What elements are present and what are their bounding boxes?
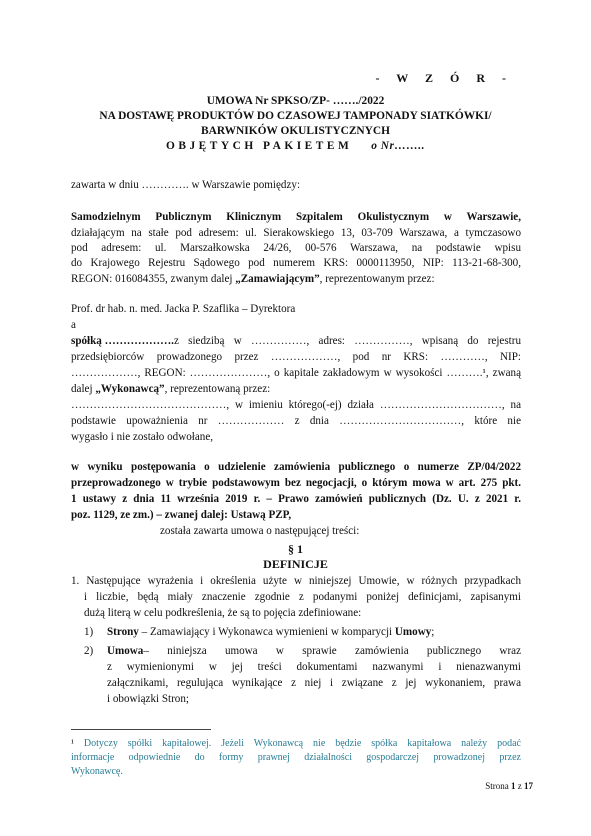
company-regon: ………………, REGON: …………………, o kapitale zakładowym w wysokości ……….¹, zwaną (71, 367, 521, 379)
footnote-separator (71, 729, 211, 730)
hospital-krs: do Krajowego Rejestru Sądowego pod numerem KRS: 0000113950, NIP: 113-21-68-300, (71, 257, 521, 269)
footnote-line-3: Wykonawcę. (71, 766, 123, 777)
strony-end: ; (431, 626, 435, 638)
hospital-name: Samodzielnym Publicznym Klinicznym Szpitalem Okulistycznym w Warszawie, (71, 211, 521, 223)
umowa-def: – niniejsza umowa w sprawie zamówienia publicznego wraz (143, 645, 521, 657)
company-authorization: podstawie upoważnienia nr ……………… z dnia ……………………………, które nie (71, 415, 521, 427)
zamawiajacy-term: „Zamawiającym” (235, 273, 320, 285)
section-number: § 1 (288, 542, 303, 556)
footnote-line-1 (71, 737, 521, 751)
company-seat: z siedzibą w ……………, adres: ……………, wpisaną do rejestru (173, 335, 521, 347)
umowa-def-2: z wymienionymi w jej treści dokumentami nazwanymi i nienazwanymi (107, 661, 521, 673)
company-line-1 (71, 334, 521, 350)
umowa-def-3: załącznikami, regulująca wynikające z niej i związane z jej wykonaniem, prawa (107, 677, 521, 689)
section-heading: DEFINICJE (263, 557, 328, 571)
page-current: 1 (511, 781, 516, 791)
definition-intro-1: 1. Następujące wyrażenia i określenia użyte w niniejszej Umowie, w różnych przypadkach (71, 575, 521, 587)
page-total: 17 (524, 781, 533, 791)
definition-intro-2: i liczbie, będą miały znaczenie zgodnie z podanymi poniżej definicjami, zapisanymi (84, 591, 521, 603)
contract-title: UMOWA Nr SPKSO/ZP- ……./2022 (206, 95, 385, 107)
company-term-prefix: dalej (71, 383, 96, 395)
strony-def: – Zamawiający i Wykonawca wymienieni w komparycji (138, 626, 395, 638)
package-number: o Nr…….. (371, 140, 425, 152)
package-label: OBJĘTYCH PAKIETEM (166, 140, 353, 152)
wzor-label: - W Z Ó R - (375, 71, 513, 85)
page-number (485, 781, 533, 791)
definition-2-number: 2) (84, 645, 94, 657)
wykonawca-term: „Wykonawcą” (95, 383, 165, 395)
intro-line: zawarta w dniu …………. w Warszawie pomiędzy: (71, 179, 301, 191)
definition-strony (107, 625, 434, 641)
umowa-def-4: i obowiązki Stron; (107, 693, 189, 705)
company-representative: ……………………………………, w imieniu którego(-ej) działa ……………………………, na (71, 399, 521, 411)
representative: Prof. dr hab. n. med. Jacka P. Szaflika – Dyrektora (71, 303, 296, 315)
procedure-line-1: w wyniku postępowania o udzielenie zamówienia publicznego o numerze ZP/04/2022 (71, 461, 521, 473)
company-register: przedsiębiorców prowadzonego przez ………………, pod nr KRS: …………, NIP: (71, 351, 521, 363)
definition-1-number: 1) (84, 626, 94, 638)
definition-intro-3: dużą literą w celu podkreślenia, że są to pojęcia zdefiniowane: (84, 607, 362, 619)
concluded-line: została zawarta umowa o następującej treści: (160, 525, 360, 537)
package-line (0, 139, 591, 154)
footnote-line-2: informacje odpowiednie do formy prawnej działalności gospodarczej prowadzonej przez (71, 752, 521, 763)
contract-subject-cont: BARWNIKÓW OKULISTYCZNYCH (201, 125, 390, 137)
definition-umowa (107, 644, 521, 660)
procedure-line-3: 1 ustawy z dnia 11 września 2019 r. – Prawo zamówień publicznych (Dz. U. z 2021 r. (71, 493, 521, 505)
hospital-temp-address: pod adresem: ul. Marszałkowska 24/26, 00-576 Warszawa, na podstawie wpisu (71, 242, 521, 254)
page-sep: z (517, 781, 522, 791)
term-strony: Strony (107, 626, 139, 638)
contract-subject: NA DOSTAWĘ PRODUKTÓW DO CZASOWEJ TAMPONADY SIATKÓWKI/ (99, 110, 492, 122)
company-name-blank: spółką ………………. (71, 335, 174, 347)
company-authorization-end: wygasło i nie zostało odwołane, (71, 431, 214, 443)
footnote-text-1: Dotyczy spółki kapitałowej. Jeżeli Wykonawcą nie będzie spółka kapitałowa należy podać (74, 738, 521, 749)
page-label: Strona (485, 781, 509, 791)
footnote-number: ¹ (71, 738, 74, 749)
hospital-regon-text: REGON: 016084355, zwanym dalej (71, 273, 236, 285)
company-term-line (71, 382, 270, 398)
hospital-regon (71, 272, 435, 288)
hospital-address: działającym na stałe pod adresem: ul. Sierakowskiego 13, 03-709 Warszawa, a tymczasowo (71, 227, 521, 239)
procedure-line-4: poz. 1129, ze zm.) – zwanej dalej: Ustawą PZP, (71, 509, 292, 521)
term-umowy: Umowy (394, 626, 432, 638)
term-umowa: Umowa (107, 645, 144, 657)
hospital-rep-text: , reprezentowanym przez: (319, 273, 435, 285)
company-rep-text: , reprezentowaną przez: (164, 383, 271, 395)
conjunction-a: a (71, 319, 76, 331)
procedure-line-2: przeprowadzonego w trybie podstawowym bez negocjacji, o którym mowa w art. 275 pkt. (71, 477, 521, 489)
